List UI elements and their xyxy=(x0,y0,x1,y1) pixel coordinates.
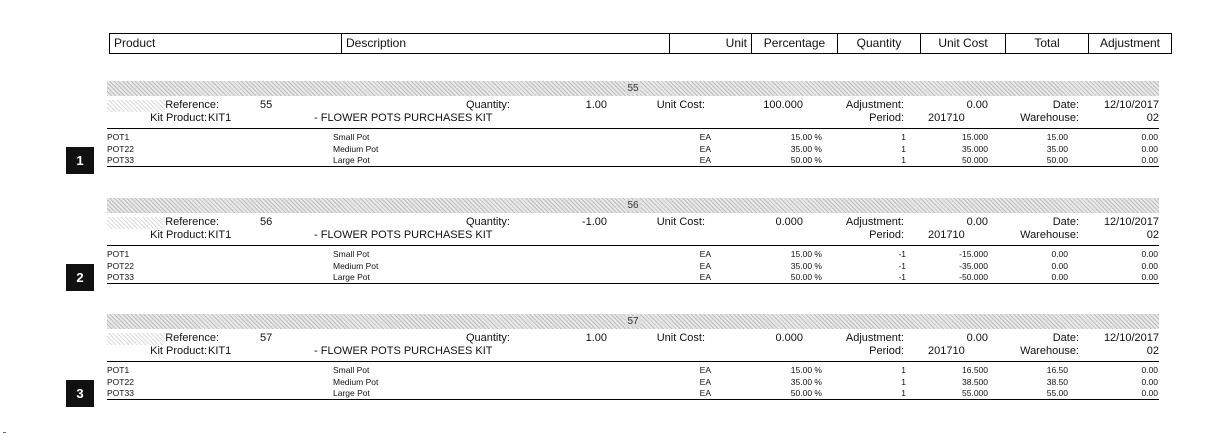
line-adjustment: 0.00 xyxy=(1141,143,1158,154)
line-percentage: 50.00 % xyxy=(790,155,822,165)
date-label: Date: xyxy=(1052,99,1079,111)
line-unit-cost: 16.500 xyxy=(962,365,988,375)
unit-cost-value: 0.000 xyxy=(775,332,803,344)
kit-product-label: Kit Product: xyxy=(150,345,207,357)
quantity-label: Quantity: xyxy=(465,332,510,344)
line-percentage: 50.00 % xyxy=(790,272,822,282)
kit-product-value: KIT1 xyxy=(208,112,232,124)
line-item-row xyxy=(107,155,1159,165)
line-item-row xyxy=(107,132,1159,142)
reference-label: Reference: xyxy=(165,99,219,111)
period-label: Period: xyxy=(869,345,904,357)
column-header-unit: Unit xyxy=(670,34,752,53)
line-unit: EA xyxy=(699,272,711,282)
line-total: 38.50 xyxy=(1046,376,1068,387)
line-quantity: -1 xyxy=(898,260,906,271)
quantity-value: 1.00 xyxy=(585,99,607,111)
line-description: Large Pot xyxy=(333,155,370,165)
line-description: Small Pot xyxy=(333,249,370,259)
line-total: 16.50 xyxy=(1046,365,1068,375)
period-label: Period: xyxy=(869,112,904,124)
warehouse-label: Warehouse: xyxy=(1020,229,1079,241)
section-band-label: 56 xyxy=(627,200,639,211)
line-item-row xyxy=(107,272,1159,282)
line-unit-cost: 50.000 xyxy=(962,155,988,165)
kit-product-label: Kit Product: xyxy=(150,112,207,124)
section-number-badge: 1 xyxy=(66,147,94,174)
kit-description: - FLOWER POTS PURCHASES KIT xyxy=(314,229,493,241)
line-quantity: 1 xyxy=(901,132,906,142)
reference-value: 55 xyxy=(260,99,273,111)
header-separator xyxy=(107,245,1159,246)
line-adjustment: 0.00 xyxy=(1141,260,1158,271)
line-product: POT22 xyxy=(107,376,134,387)
line-total: 50.00 xyxy=(1046,155,1068,165)
line-item-row xyxy=(107,388,1159,398)
adjustment-value: 0.00 xyxy=(966,216,988,228)
line-description: Large Pot xyxy=(333,388,370,398)
line-unit-cost: 15.000 xyxy=(962,132,988,142)
period-value: 201710 xyxy=(928,112,965,124)
line-unit-cost: 55.000 xyxy=(962,388,988,398)
line-unit: EA xyxy=(699,260,711,271)
adjustment-label: Adjustment: xyxy=(845,99,904,111)
line-unit-cost: 38.500 xyxy=(962,376,988,387)
line-total: 55.00 xyxy=(1046,388,1068,398)
kit-product-label: Kit Product: xyxy=(150,229,207,241)
line-description: Medium Pot xyxy=(333,260,379,271)
line-unit-cost: 35.000 xyxy=(962,143,988,154)
reference-value: 57 xyxy=(260,332,273,344)
unit-cost-value: 0.000 xyxy=(775,216,803,228)
warehouse-value: 02 xyxy=(1146,112,1159,124)
line-description: Small Pot xyxy=(333,365,370,375)
warehouse-value: 02 xyxy=(1146,345,1159,357)
line-adjustment: 0.00 xyxy=(1141,365,1158,375)
line-product: POT22 xyxy=(107,260,134,271)
column-header-adjustment: Adjustment xyxy=(1099,36,1161,50)
section-bottom-rule xyxy=(107,399,1159,400)
report-section xyxy=(107,198,1159,315)
line-quantity: 1 xyxy=(901,388,906,398)
report-section xyxy=(107,314,1159,431)
line-percentage: 15.00 % xyxy=(790,249,822,259)
line-item-row xyxy=(107,377,1159,387)
line-percentage: 50.00 % xyxy=(790,388,822,398)
period-value: 201710 xyxy=(928,229,965,241)
line-unit: EA xyxy=(699,376,711,387)
line-quantity: 1 xyxy=(901,155,906,165)
line-product: POT1 xyxy=(107,249,130,259)
line-quantity: -1 xyxy=(898,249,906,259)
reference-label: Reference: xyxy=(165,216,219,228)
line-total: 35.00 xyxy=(1046,143,1068,154)
adjustment-label: Adjustment: xyxy=(845,216,904,228)
date-value: 12/10/2017 xyxy=(1103,216,1159,228)
line-product: POT1 xyxy=(107,365,130,375)
section-number-badge: 3 xyxy=(66,380,94,407)
reference-value: 56 xyxy=(260,216,273,228)
adjustment-value: 0.00 xyxy=(966,332,988,344)
line-product: POT33 xyxy=(107,155,134,165)
quantity-label: Quantity: xyxy=(465,216,510,228)
quantity-value: 1.00 xyxy=(585,332,607,344)
line-description: Large Pot xyxy=(333,272,370,282)
period-label: Period: xyxy=(869,229,904,241)
line-quantity: 1 xyxy=(901,143,906,154)
warehouse-label: Warehouse: xyxy=(1020,112,1079,124)
date-value: 12/10/2017 xyxy=(1103,99,1159,111)
reference-label: Reference: xyxy=(165,332,219,344)
line-quantity: 1 xyxy=(901,376,906,387)
kit-product-value: KIT1 xyxy=(208,345,232,357)
unit-cost-label: Unit Cost: xyxy=(656,332,705,344)
line-quantity: 1 xyxy=(901,365,906,375)
unit-cost-label: Unit Cost: xyxy=(656,99,705,111)
line-product: POT1 xyxy=(107,132,130,142)
line-adjustment: 0.00 xyxy=(1141,155,1158,165)
line-product: POT22 xyxy=(107,143,134,154)
column-header-total: Total xyxy=(1006,34,1089,53)
date-value: 12/10/2017 xyxy=(1103,332,1159,344)
header-separator xyxy=(107,361,1159,362)
line-adjustment: 0.00 xyxy=(1141,132,1158,142)
line-percentage: 15.00 % xyxy=(790,365,822,375)
line-adjustment: 0.00 xyxy=(1141,376,1158,387)
line-adjustment: 0.00 xyxy=(1141,388,1158,398)
line-unit-cost: -50.000 xyxy=(959,272,988,282)
column-header-description: Description xyxy=(342,34,670,53)
line-total: 15.00 xyxy=(1046,132,1068,142)
kit-description: - FLOWER POTS PURCHASES KIT xyxy=(314,112,493,124)
line-product: POT33 xyxy=(107,388,134,398)
warehouse-value: 02 xyxy=(1146,229,1159,241)
line-unit: EA xyxy=(699,388,711,398)
line-adjustment: 0.00 xyxy=(1141,272,1158,282)
column-header-unit-cost: Unit Cost xyxy=(921,34,1006,53)
report-section xyxy=(107,81,1159,198)
period-value: 201710 xyxy=(928,345,965,357)
section-bottom-rule xyxy=(107,166,1159,167)
section-bottom-rule xyxy=(107,283,1159,284)
line-unit-cost: -35.000 xyxy=(959,260,988,271)
section-band xyxy=(107,81,1159,96)
line-percentage: 35.00 % xyxy=(790,143,822,154)
line-description: Medium Pot xyxy=(333,143,379,154)
warehouse-label: Warehouse: xyxy=(1020,345,1079,357)
date-label: Date: xyxy=(1052,216,1079,228)
line-total: 0.00 xyxy=(1051,272,1068,282)
line-product: POT33 xyxy=(107,272,134,282)
line-percentage: 35.00 % xyxy=(790,260,822,271)
line-unit-cost: -15.000 xyxy=(959,249,988,259)
section-band xyxy=(107,198,1159,213)
line-adjustment: 0.00 xyxy=(1141,249,1158,259)
column-header-quantity: Quantity xyxy=(838,34,921,53)
quantity-value: -1.00 xyxy=(581,216,607,228)
kit-product-value: KIT1 xyxy=(208,229,232,241)
line-percentage: 15.00 % xyxy=(790,132,822,142)
section-band xyxy=(107,314,1159,329)
line-total: 0.00 xyxy=(1051,260,1068,271)
unit-cost-label: Unit Cost: xyxy=(656,216,705,228)
line-quantity: -1 xyxy=(898,272,906,282)
line-percentage: 35.00 % xyxy=(790,376,822,387)
line-item-row xyxy=(107,261,1159,271)
section-number-badge: 2 xyxy=(66,264,94,291)
line-unit: EA xyxy=(699,155,711,165)
column-header-percentage: Percentage xyxy=(752,34,838,53)
line-item-row xyxy=(107,365,1159,375)
line-unit: EA xyxy=(699,249,711,259)
line-item-row xyxy=(107,144,1159,154)
corner-mark xyxy=(3,432,6,433)
quantity-label: Quantity: xyxy=(465,99,510,111)
column-header-row xyxy=(109,33,1172,54)
header-separator xyxy=(107,128,1159,129)
unit-cost-value: 100.000 xyxy=(763,99,803,111)
section-band-label: 55 xyxy=(627,83,639,94)
line-unit: EA xyxy=(699,132,711,142)
date-label: Date: xyxy=(1052,332,1079,344)
line-item-row xyxy=(107,249,1159,259)
line-description: Medium Pot xyxy=(333,376,379,387)
line-unit: EA xyxy=(699,365,711,375)
adjustment-value: 0.00 xyxy=(966,99,988,111)
column-header-product: Product xyxy=(110,34,342,53)
line-total: 0.00 xyxy=(1051,249,1068,259)
line-unit: EA xyxy=(699,143,711,154)
line-description: Small Pot xyxy=(333,132,370,142)
adjustment-label: Adjustment: xyxy=(845,332,904,344)
section-band-label: 57 xyxy=(627,316,639,327)
kit-description: - FLOWER POTS PURCHASES KIT xyxy=(314,345,493,357)
